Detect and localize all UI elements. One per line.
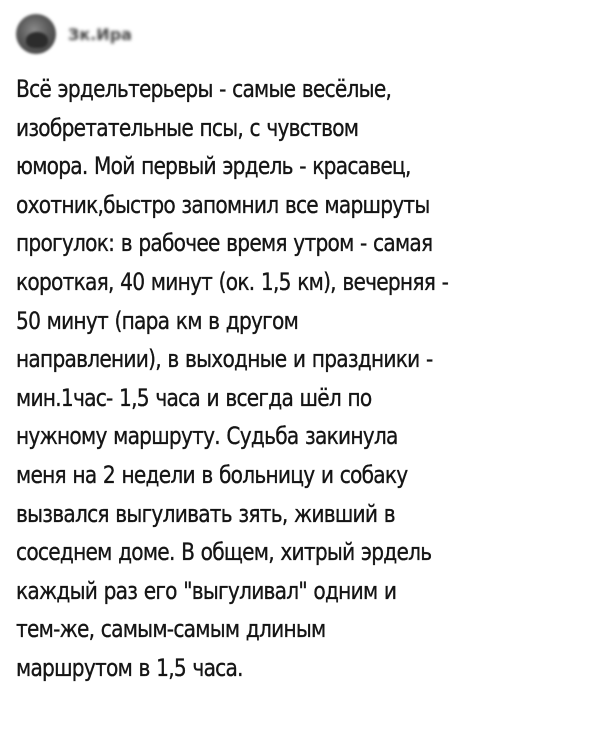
- author-avatar[interactable]: [16, 14, 56, 54]
- post-header: [16, 12, 132, 56]
- post-text: Всё эрдельтерьеры - самые весёлые, изобретательные псы, с чувством юмора. Мой первый эрдель - красавец, охотник,быстро запомнил все маршруты прогулок: в рабочее время утром - самая короткая, 40 минут (ок. 1,5 км), вечерняя - 50 минут (пара км в другом направлении), в выходные и праздники - мин.1час- 1,5 часа и всегда шёл по нужному маршруту. Судьба закинула меня на 2 недели в больницу и собаку вызвался выгуливать зять, живший в соседнем доме. В общем, хитрый эрдель каждый раз его "выгуливал" одним и тем-же, самым-самым длиным маршрутом в 1,5 часа.: [16, 75, 449, 682]
- author-name[interactable]: Зк.Ира: [68, 24, 132, 44]
